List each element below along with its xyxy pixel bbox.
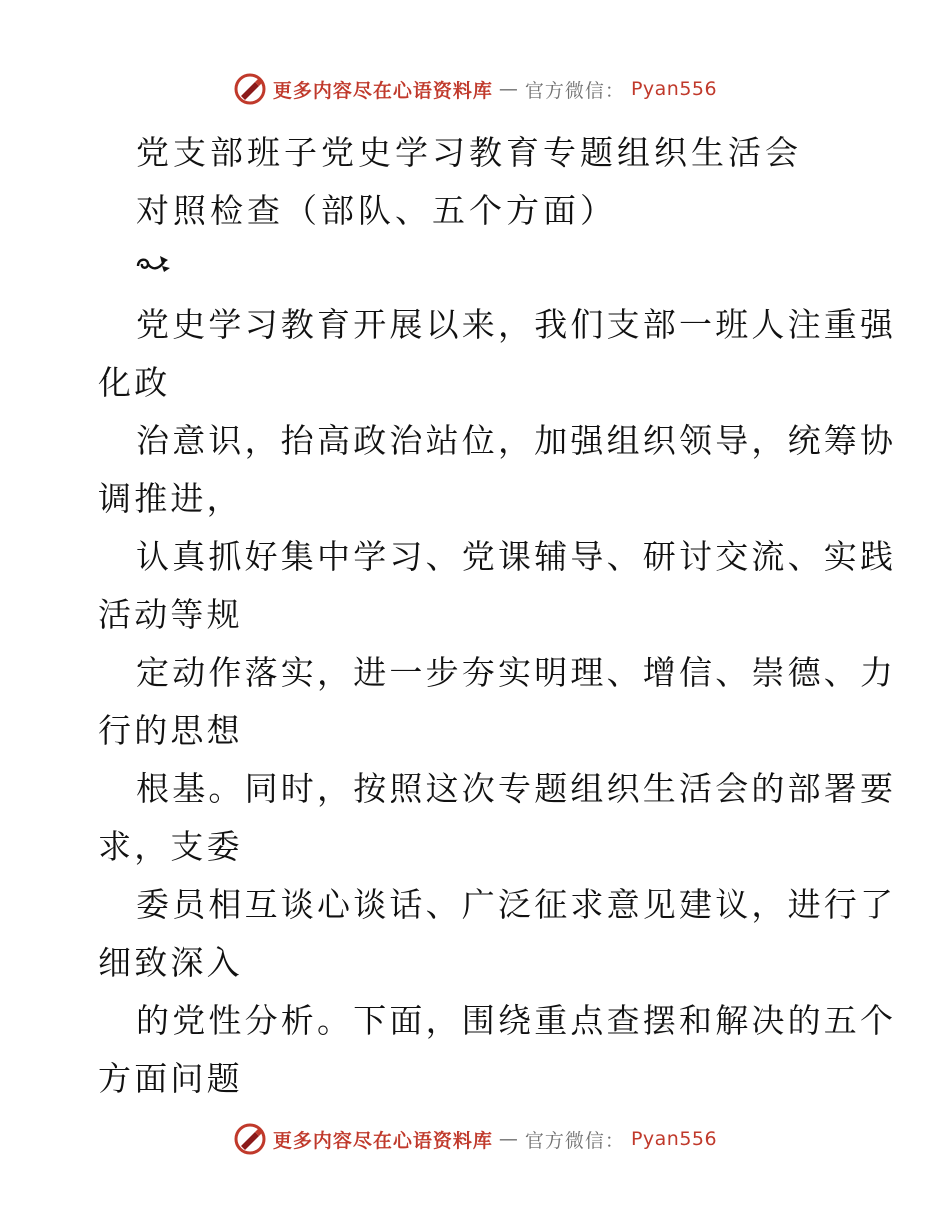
text-line: 认真抓好集中学习、党课辅导、研讨交流、实践 [136,537,897,576]
paragraph [98,876,897,992]
body-text [98,296,897,1108]
paragraph [98,412,897,528]
text-line: 细致深入 [98,943,243,982]
header-watermark [0,72,950,106]
paragraph [98,760,897,876]
doc-title-line-2: 对照检查（部队、五个方面） [136,191,617,230]
text-line: 定动作落实，进一步夯实明理、增信、崇德、力 [136,653,897,692]
text-line: 行的思想 [98,711,243,750]
paragraph [98,644,897,760]
watermark-brand: 更多内容尽在心语资料库 [272,1129,493,1152]
text-line: 治意识，抬高政治站位，加强组织领导，统筹协 [136,421,897,460]
text-line: 化政 [98,363,171,402]
text-line: 党史学习教育开展以来，我们支部一班人注重强 [136,305,897,344]
text-line: 方面问题 [98,1059,243,1098]
watermark-official: 官方微信： [524,79,625,102]
footer-watermark [0,1122,950,1156]
text-line: 活动等规 [98,595,243,634]
paragraph [98,992,897,1108]
watermark-official: 官方微信： [524,1129,625,1152]
doc-title-line-1: 党支部班子党史学习教育专题组织生活会 [136,133,802,172]
text-line: 的党性分析。下面，围绕重点查摆和解决的五个 [136,1001,897,1040]
paragraph [98,296,897,412]
pen-logo-icon [233,72,267,106]
watermark-brand: 更多内容尽在心语资料库 [272,79,493,102]
text-line: 根基。同时，按照这次专题组织生活会的部署要 [136,769,897,808]
text-line: 调推进， [98,479,243,518]
watermark-id: Pyan556 [630,78,718,100]
watermark-id: Pyan556 [630,1128,718,1150]
flourish-ornament-icon [134,250,174,278]
text-line: 委员相互谈心谈话、广泛征求意见建议，进行了 [136,885,897,924]
text-line: 求，支委 [98,827,243,866]
watermark-dash: — [498,78,519,100]
pen-logo-icon [233,1122,267,1156]
paragraph [98,528,897,644]
watermark-dash: — [498,1128,519,1150]
